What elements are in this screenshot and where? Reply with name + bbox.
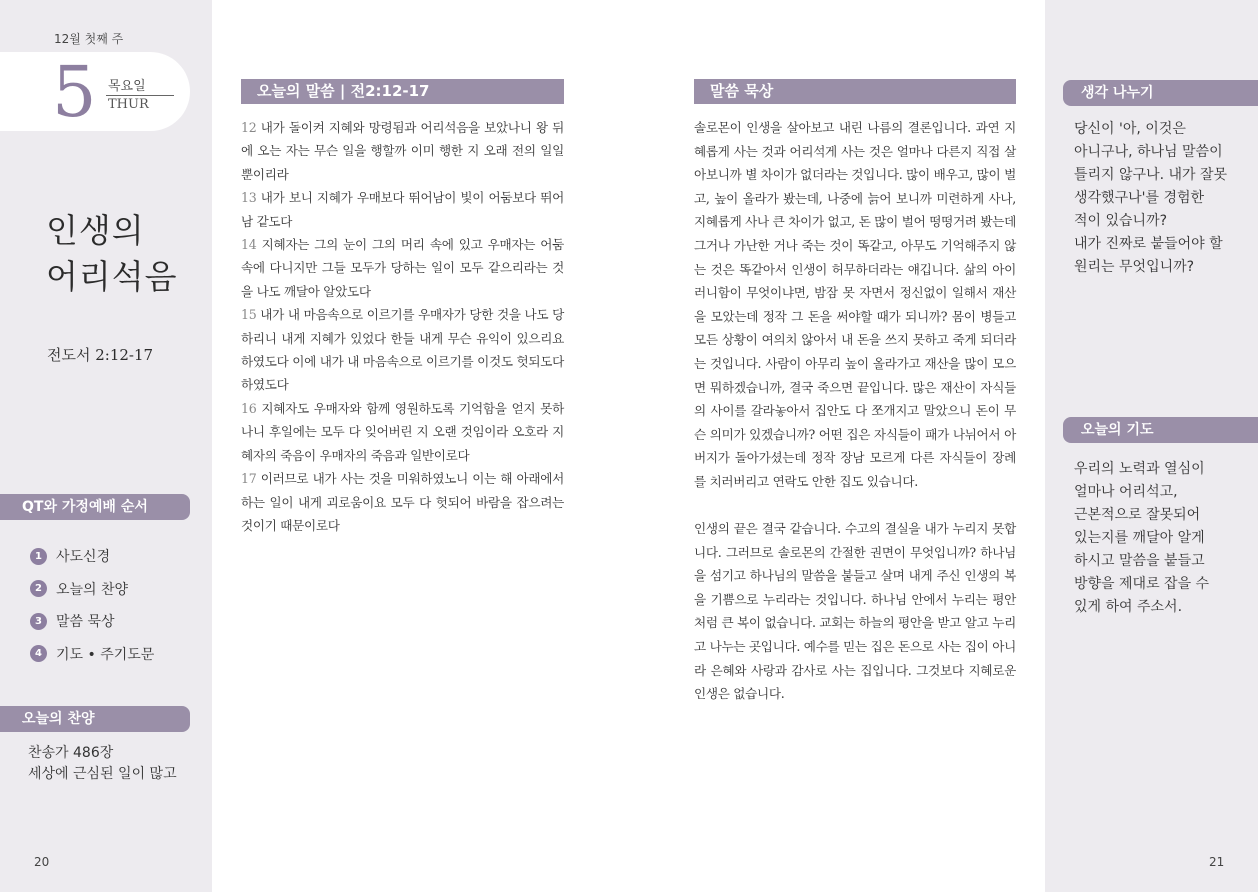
- list-item: [30, 638, 154, 671]
- order-label: 기도 • 주기도문: [56, 646, 155, 663]
- meditation-paragraph: 솔로몬이 인생을 살아보고 내린 나름의 결론입니다. 과연 지혜롭게 사는 것과 어리석게 사는 것은 얼마나 다른지 직접 살아보니까 별 차이가 없더라는 것입니다. 많이 배우고, 많이 벌고, 높이 올라가 봤는데, 나중에 늙어 보니까 미련하게 사나, 지혜롭게 사나 큰 차이가 없고, 돈 많이 벌어 떵떵거려 봤는데 그거나 가난한 거나 죽는 것이 똑같고, 아무도 기억해주지 않는 것은 똑같아서 인생이 허무하더라는 얘깁니다. 삶의 아이러니함이 무엇이냐면, 밤잠 못 자면서 정신없이 일해서 재산을 모았는데 정작 그 돈을 써야할 때가 되니까? 몸이 병들고 모든 상황이 여의치 않아서 내 돈을 쓰지 못하고 죽게 되더라는 것입니다. 사람이 아무리 높이 올라가고 재산을 많이 모으면 뭐하겠습니까, 결국 죽으면 끝입니다. 많은 재산이 자식들의 사이를 갈라놓아서 집안도 다 쪼개지고 말았으니 돈이 무슨 의미가 있겠습니까? 어떤 집은 자식들이 패가 나뉘어서 아버지가 돌아가셨는데 정작 장남 모르게 다른 자식들이 장례를 치러버리고 연락도 안한 집도 있습니다.: [694, 120, 1016, 489]
- order-label: 오늘의 찬양: [56, 581, 129, 598]
- verse-number: 14: [241, 237, 257, 253]
- verse-text: 지혜자도 우매자와 함께 영원하도록 기억함을 얻지 못하나니 후일에는 모두 다 잊어버린 지 오랜 것임이라 오호라 지혜자의 죽음이 우매자의 죽음과 일반이로다: [241, 400, 564, 463]
- verse: [241, 401, 564, 463]
- verse-text: 이러므로 내가 사는 것을 미워하였노니 이는 해 아래에서 하는 일이 내게 괴로움이요 모두 다 헛되어 바람을 잡으려는 것이기 때문이로다: [241, 471, 564, 533]
- verse: [241, 120, 564, 182]
- verse-text: 내가 내 마음속으로 이르기를 우매자가 당한 것을 나도 당하리니 내게 지혜가 있었다 한들 내게 무슨 유익이 있으리요 하였도다 이에 내가 내 마음속으로 이르기를 이것도 헛되도다 하였도다: [241, 307, 564, 393]
- verse-number: 16: [241, 400, 257, 416]
- prayer-line: 하시고 말씀을 붙들고: [1074, 553, 1205, 569]
- sharing-line: 원리는 무엇입니까?: [1074, 259, 1195, 275]
- worship-order-list: [30, 540, 154, 670]
- sharing-questions: [1074, 118, 1227, 279]
- verse: [241, 471, 564, 533]
- sharing-line: 내가 진짜로 붙들어야 할: [1074, 236, 1223, 252]
- sharing-line: 당신이 '아, 이것은: [1074, 121, 1186, 137]
- prayer-line: 방향을 제대로 잡을 수: [1074, 576, 1210, 592]
- praise-label: 오늘의 찬양: [0, 706, 190, 732]
- page-title: [46, 208, 178, 300]
- prayer-text: [1074, 458, 1209, 619]
- prayer-line: 우리의 노력과 열심이: [1074, 461, 1205, 477]
- sharing-line: 틀리지 않구나. 내가 잘못: [1074, 167, 1228, 183]
- page-number-left: 20: [34, 855, 50, 869]
- hymn-number: 찬송가 486장: [28, 745, 114, 761]
- sharing-label: 생각 나누기: [1063, 80, 1258, 106]
- todays-word-header: 오늘의 말씀 | 전2:12-17: [241, 79, 564, 104]
- prayer-line: 얼마나 어리석고,: [1074, 484, 1178, 500]
- date-divider: [106, 95, 174, 96]
- verse-number: 15: [241, 307, 257, 323]
- order-label: 사도신경: [56, 549, 111, 566]
- weekday-english: THUR: [108, 97, 149, 112]
- week-label: 12월 첫째 주: [54, 32, 124, 46]
- prayer-line: 있게 하여 주소서.: [1074, 599, 1183, 615]
- prayer-line: 근본적으로 잘못되어: [1074, 507, 1201, 523]
- meditation-paragraph: 인생의 끝은 결국 같습니다. 수고의 결실을 내가 누리지 못합니다. 그러므로 솔로몬의 간절한 권면이 무엇입니까? 하나님을 섬기고 하나님의 말씀을 붙들고 살며 내게 주신 인생의 복을 기쁨으로 누리라는 것입니다. 하나님 안에서 누리는 평안처럼 큰 복이 없습니다. 교회는 하늘의 평안을 받고 알고 누리고 나누는 곳입니다. 예수를 믿는 집은 돈으로 사는 집이 아니라 은혜와 사랑과 감사로 사는 집입니다. 그것보다 지혜로운 인생은 없습니다.: [694, 521, 1016, 702]
- list-item: [30, 605, 154, 638]
- list-item: [30, 573, 154, 606]
- number-circle-icon: 4: [30, 645, 47, 662]
- verse: [241, 190, 564, 228]
- verse: [241, 237, 564, 299]
- sharing-line: 적이 있습니까?: [1074, 213, 1168, 229]
- scripture-reference: 전도서 2:12-17: [47, 346, 154, 364]
- qt-order-label: QT와 가정예배 순서: [0, 494, 190, 520]
- order-label: 말씀 묵상: [56, 614, 115, 631]
- verse-text: 내가 돌이켜 지혜와 망령됨과 어리석음을 보았나니 왕 뒤에 오는 자는 무슨 일을 행할까 이미 행한 지 오래 전의 일일 뿐이리라: [241, 120, 564, 182]
- title-line: 인생의: [46, 211, 145, 250]
- prayer-line: 있는지를 깨달아 알게: [1074, 530, 1205, 546]
- sharing-line: 아니구나, 하나님 말씀이: [1074, 144, 1223, 160]
- hymn-title: 세상에 근심된 일이 많고: [28, 766, 177, 782]
- number-circle-icon: 3: [30, 613, 47, 630]
- number-circle-icon: 1: [30, 548, 47, 565]
- list-item: [30, 540, 154, 573]
- scripture-verses: [241, 116, 564, 537]
- meditation-header: 말씀 묵상: [694, 79, 1016, 104]
- verse: [241, 307, 564, 392]
- day-number: 5: [52, 51, 97, 133]
- verse-number: 13: [241, 190, 257, 206]
- meditation-text: [694, 116, 1016, 706]
- hymn-info: [28, 743, 177, 785]
- verse-text: 지혜자는 그의 눈이 그의 머리 속에 있고 우매자는 어둠 속에 다니지만 그들 모두가 당하는 일이 모두 같으리라는 것을 나도 깨달아 알았도다: [241, 237, 564, 299]
- verse-number: 12: [241, 120, 257, 135]
- number-circle-icon: 2: [30, 580, 47, 597]
- weekday-korean: 목요일: [108, 79, 146, 94]
- page-number-right: 21: [1209, 855, 1225, 869]
- prayer-label: 오늘의 기도: [1063, 417, 1258, 443]
- verse-number: 17: [241, 471, 257, 487]
- sharing-line: 생각했구나'를 경험한: [1074, 190, 1205, 206]
- verse-text: 내가 보니 지혜가 우매보다 뛰어남이 빛이 어둠보다 뛰어남 같도다: [241, 190, 564, 229]
- title-line: 어리석음: [46, 257, 178, 296]
